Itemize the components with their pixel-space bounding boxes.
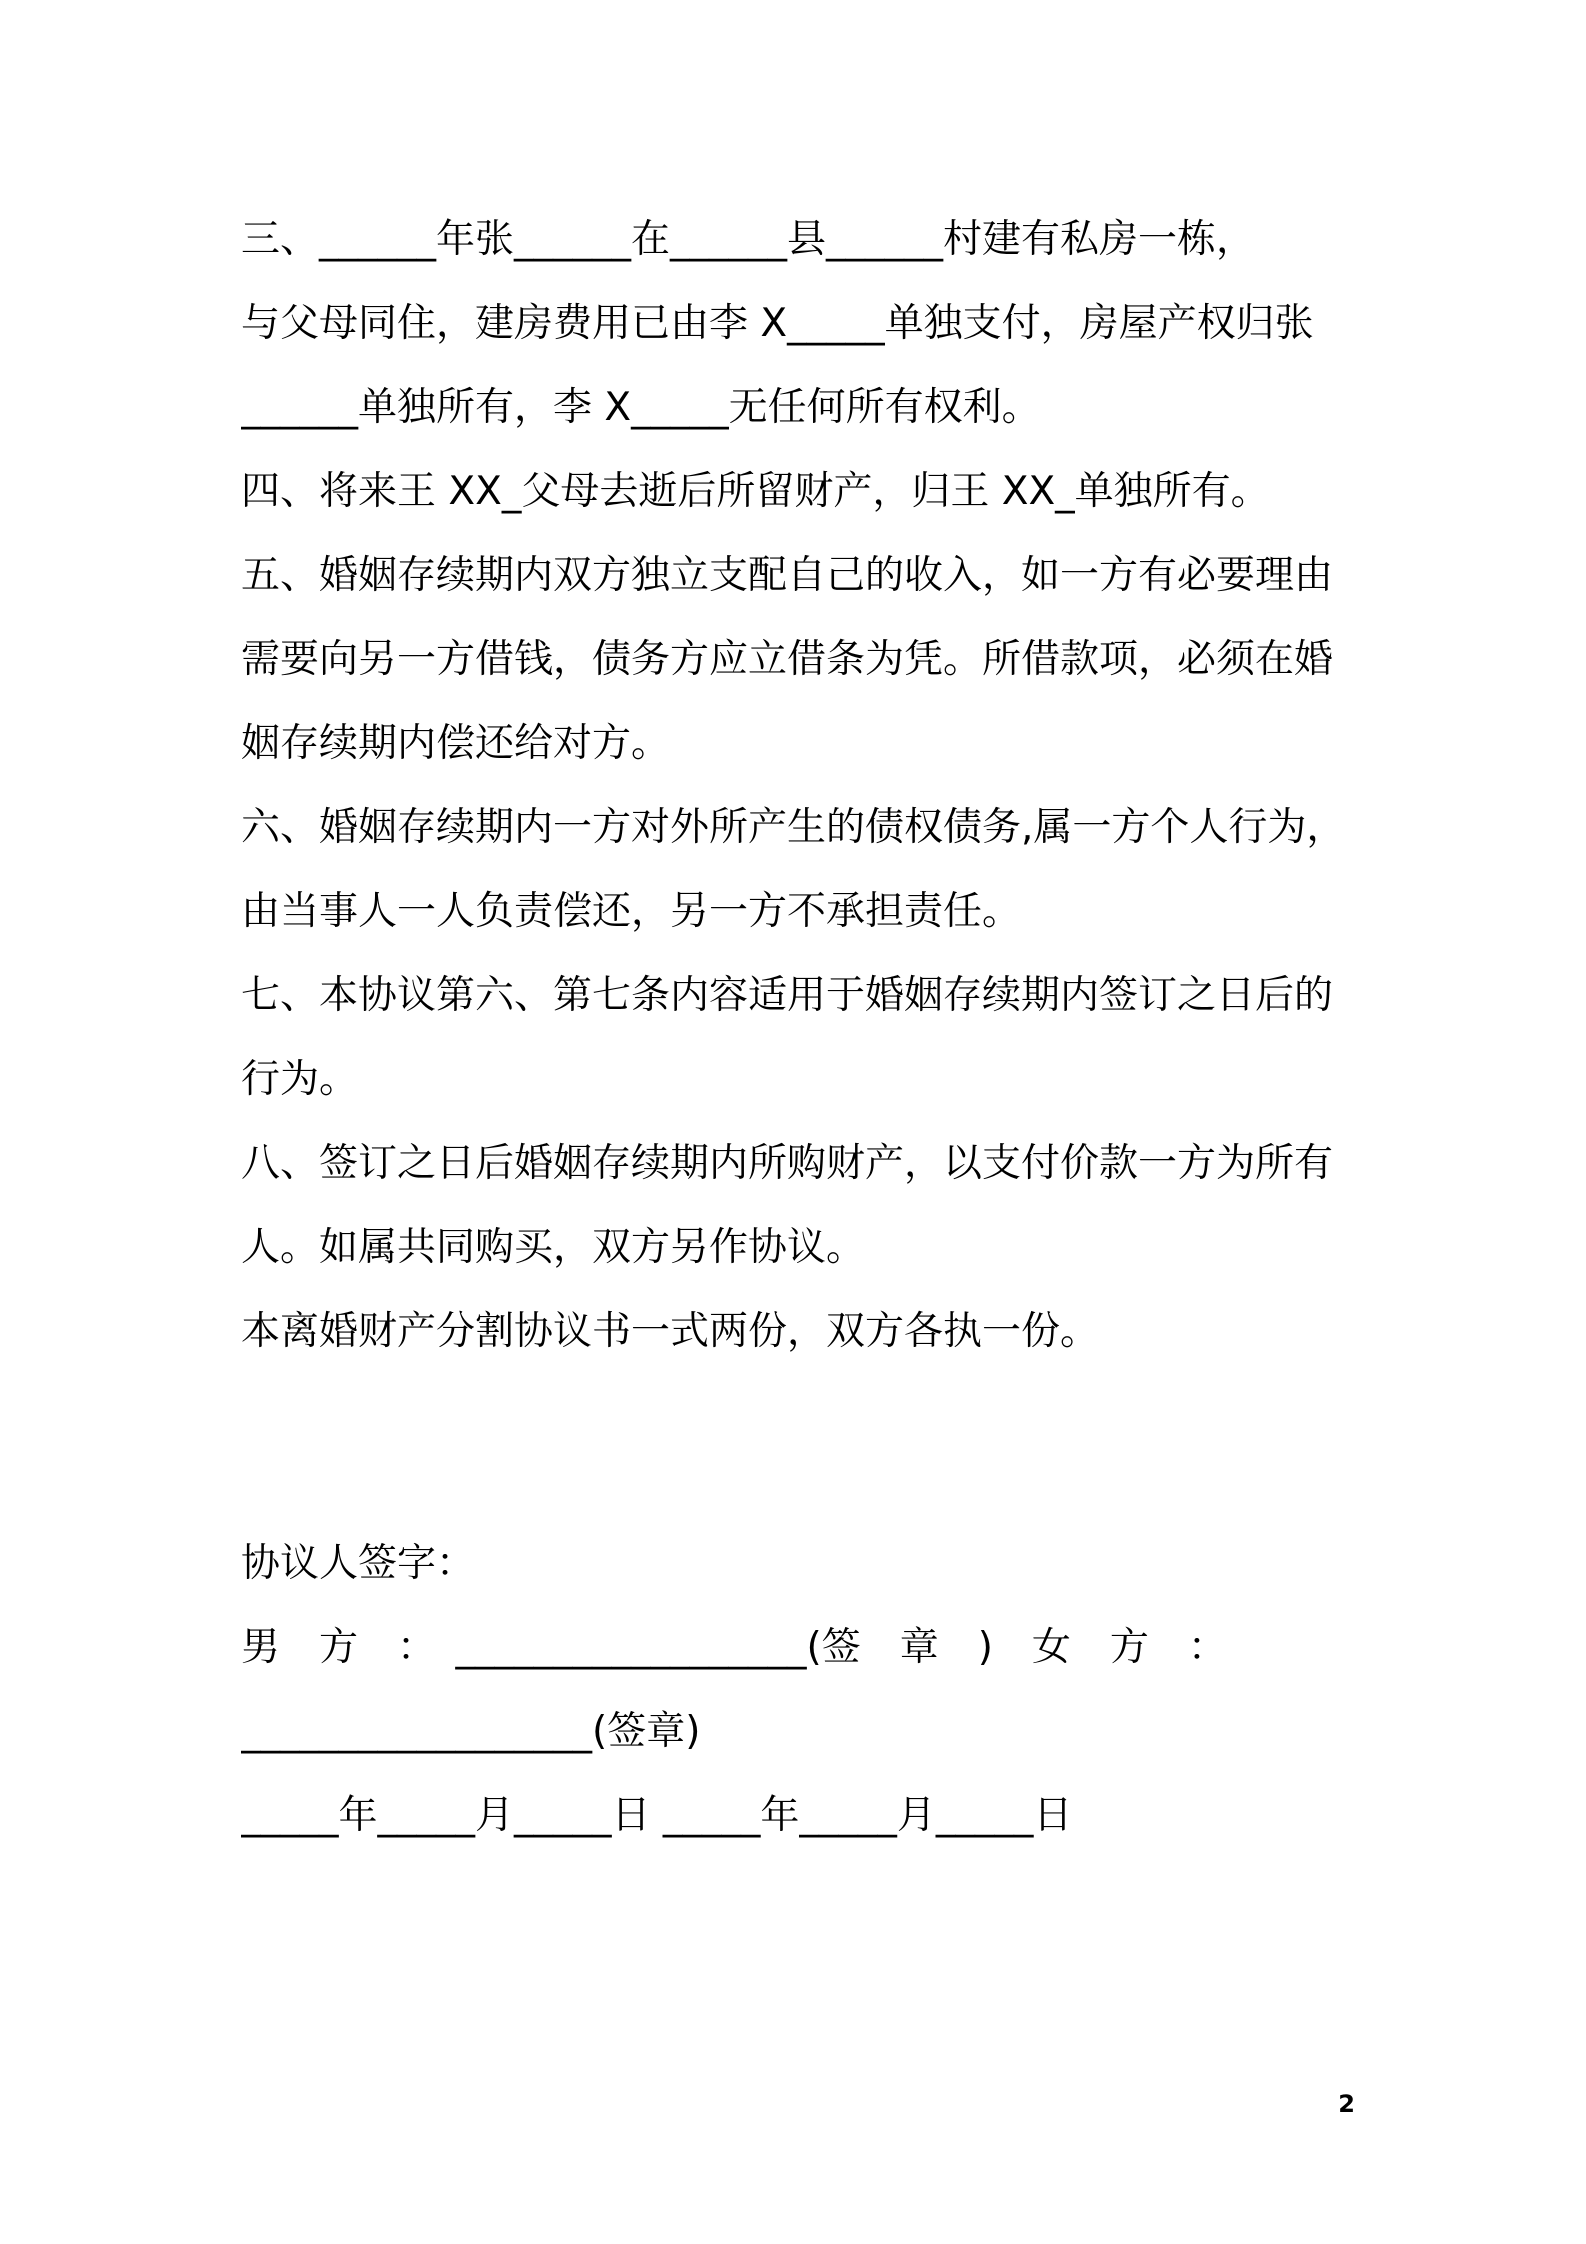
page-number: 2 (1338, 2090, 1355, 2118)
clause-5-line-3: 姻存续期内偿还给对方。 (241, 721, 671, 766)
section-spacer (241, 1374, 1358, 1522)
clause-4-line-1: 四、将来王 XX_父母去逝后所留财产，归王 XX_单独所有。 (241, 469, 1270, 514)
signature-heading: 协议人签字： (241, 1541, 476, 1586)
clause-7-line-2: 行为。 (241, 1057, 359, 1102)
clause-8-line-1: 八、签订之日后婚姻存续期内所购财产，以支付价款一方为所有 (241, 1141, 1334, 1186)
agreement-body (241, 198, 1358, 1858)
clause-6-line-2: 由当事人一人负责偿还，另一方不承担责任。 (241, 889, 1022, 934)
clause-5-line-1: 五、婚姻存续期内双方独立支配自己的收入，如一方有必要理由 (241, 553, 1334, 598)
signature-female-line: __________________(签章) (241, 1709, 701, 1754)
clause-3-line-3: ______单独所有，李 X_____无任何所有权利。 (241, 385, 1041, 430)
clause-3-line-2: 与父母同住，建房费用已由李 X_____单独支付，房屋产权归张 (241, 301, 1314, 346)
copies-statement: 本离婚财产分割协议书一式两份，双方各执一份。 (241, 1309, 1100, 1354)
clause-3-line-1: 三、______年张______在______县______村建有私房一栋， (241, 217, 1256, 262)
signature-date-line: _____年_____月_____日 _____年_____月_____日 (241, 1793, 1073, 1838)
clause-8-line-2: 人。如属共同购买，双方另作协议。 (241, 1225, 866, 1270)
signature-parties-line: 男 方 ： __________________(签 章 ) 女 方 ： (241, 1625, 1227, 1670)
clause-7-line-1: 七、本协议第六、第七条内容适用于婚姻存续期内签订之日后的 (241, 973, 1334, 1018)
clause-6-line-1: 六、婚姻存续期内一方对外所产生的债权债务,属一方个人行为， (241, 805, 1346, 850)
clause-5-line-2: 需要向另一方借钱，债务方应立借条为凭。所借款项，必须在婚 (241, 637, 1334, 682)
